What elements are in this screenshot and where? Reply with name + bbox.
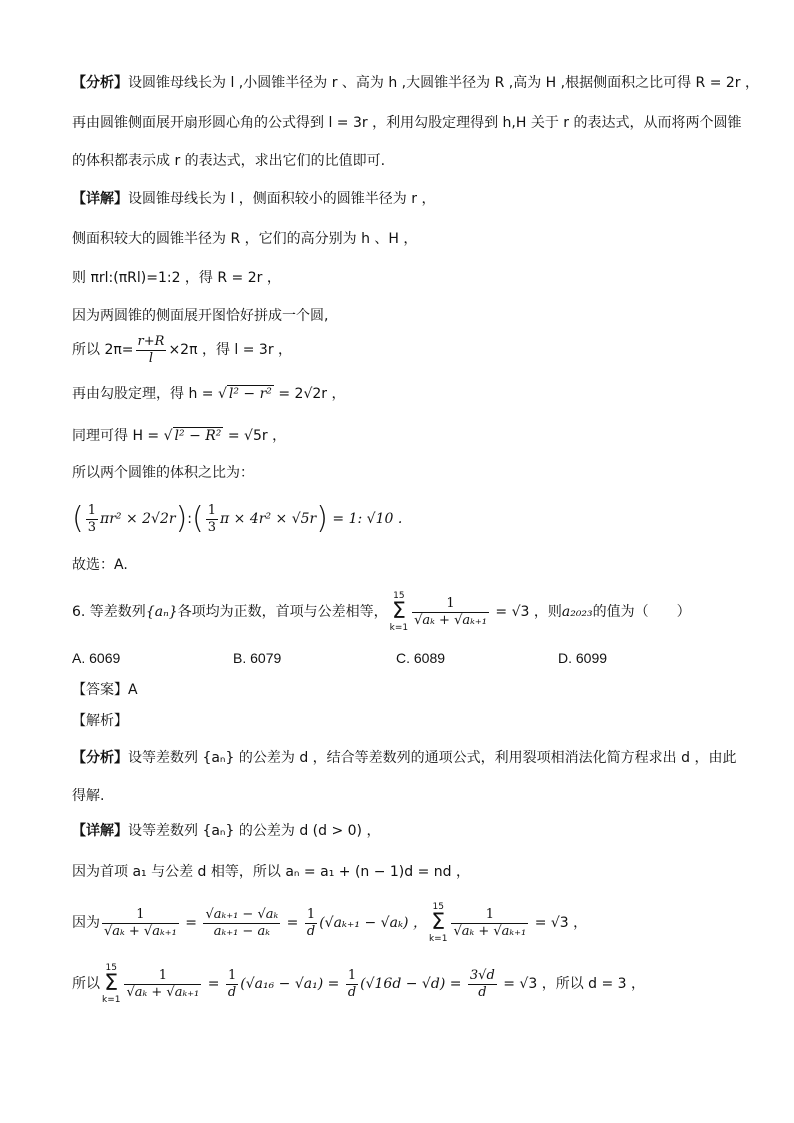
sum-symbol: 15 Σ k=1: [389, 591, 409, 633]
option-c: C. 6089: [396, 650, 446, 666]
detail-line-5: 所以 2π= $\frac{r+R}{l}$ ×2π ，得 l = 3r ，: [72, 333, 293, 366]
question-6-stem: 6. 等差数列{aₙ}各项均为正数，首项与公差相等， 15 Σ k=1 $\frac{1}{\text{√aₖ + √aₖ₊₁}}$ = √3 ，则a₂₀₂₃的值为（ ）: [72, 591, 691, 633]
option-b: B. 6079: [233, 650, 282, 666]
detail-line-6: 再由勾股定理，得 h = √ l² − r² = 2√2r ，: [72, 386, 346, 402]
analysis-tag: 【分析】: [72, 75, 128, 91]
analysis-line-3: 的体积都表示成 r 的表达式，求出它们的比值即可.: [72, 153, 386, 169]
detail-line-7: 同理可得 H = √ l² − R² = √5r ，: [72, 428, 287, 444]
detail-tag: 【详解】: [72, 191, 128, 207]
fraction: $\frac{r+R}{l}$: [137, 333, 165, 366]
detail-line-1: 【详解】设圆锥母线长为 l ，侧面积较小的圆锥半径为 r ，: [72, 191, 436, 207]
detail-line-4: 因为两圆锥的侧面展开图恰好拼成一个圆,: [72, 308, 329, 324]
q6-detail-line-1: 【详解】设等差数列 {aₙ} 的公差为 d (d > 0) ，: [72, 823, 381, 839]
detail-line-3: 则 πrl:(πRl)=1:2 ，得 R = 2r ，: [72, 270, 281, 286]
volume-ratio: ( $\frac{1}{3}$ πr² × 2√2r):( $\frac{1}{3}$ π × 4r² × √5r) = 1: √10 .: [72, 501, 403, 536]
analysis-line-1: 【分析】设圆锥母线长为 l ,小圆锥半径为 r 、高为 h ,大圆锥半径为 R ,高为 H ,根据侧面积之比可得 R = 2r ，: [72, 75, 759, 91]
analysis-line-2: 再由圆锥侧面展开扇形圆心角的公式得到 l = 3r ，利用勾股定理得到 h,H 关于 r 的表达式，从而将两个圆锥: [72, 115, 742, 131]
detail-line-2: 侧面积较大的圆锥半径为 R ，它们的高分别为 h 、H ，: [72, 231, 418, 247]
jiexi-line: 【解析】: [72, 713, 128, 729]
q6-analysis-line-2: 得解.: [72, 788, 105, 804]
answer-line: 【答案】A: [72, 682, 138, 698]
q6-detail-line-2: 因为首项 a₁ 与公差 d 相等，所以 aₙ = a₁ + (n − 1)d = nd ，: [72, 864, 471, 880]
q6-detail-line-4: 所以 15 Σ k=1 $\frac{1}{\text{√aₖ + √aₖ₊₁}}$ = $\frac{1}{d}$ (√a₁₆ − √a₁) = $\frac{1}{d}$ (√16d − √d) = $\frac{3√d}{d}$ = √3 ，所以 d = 3 ，: [72, 963, 646, 1005]
q6-detail-line-3: 因为 $\frac{1}{\text{√aₖ + √aₖ₊₁}}$ = $\frac{\text{√aₖ₊₁ − √aₖ}}{\text{aₖ₊₁ − aₖ}}$ = $\frac{1}{d}$ (√aₖ₊₁ − √aₖ) ， 15 Σ k=1 $\frac{1}{\text{√aₖ + √aₖ₊₁}}$ = √3 ，: [72, 902, 588, 944]
choice-line: 故选：A.: [72, 557, 128, 573]
option-a: A. 6069: [72, 650, 121, 666]
detail-line-8: 所以两个圆锥的体积之比为：: [72, 465, 254, 481]
q6-analysis-line-1: 【分析】设等差数列 {aₙ} 的公差为 d ，结合等差数列的通项公式，利用裂项相消法化简方程求出 d ，由此: [72, 750, 737, 766]
option-d: D. 6099: [558, 650, 608, 666]
